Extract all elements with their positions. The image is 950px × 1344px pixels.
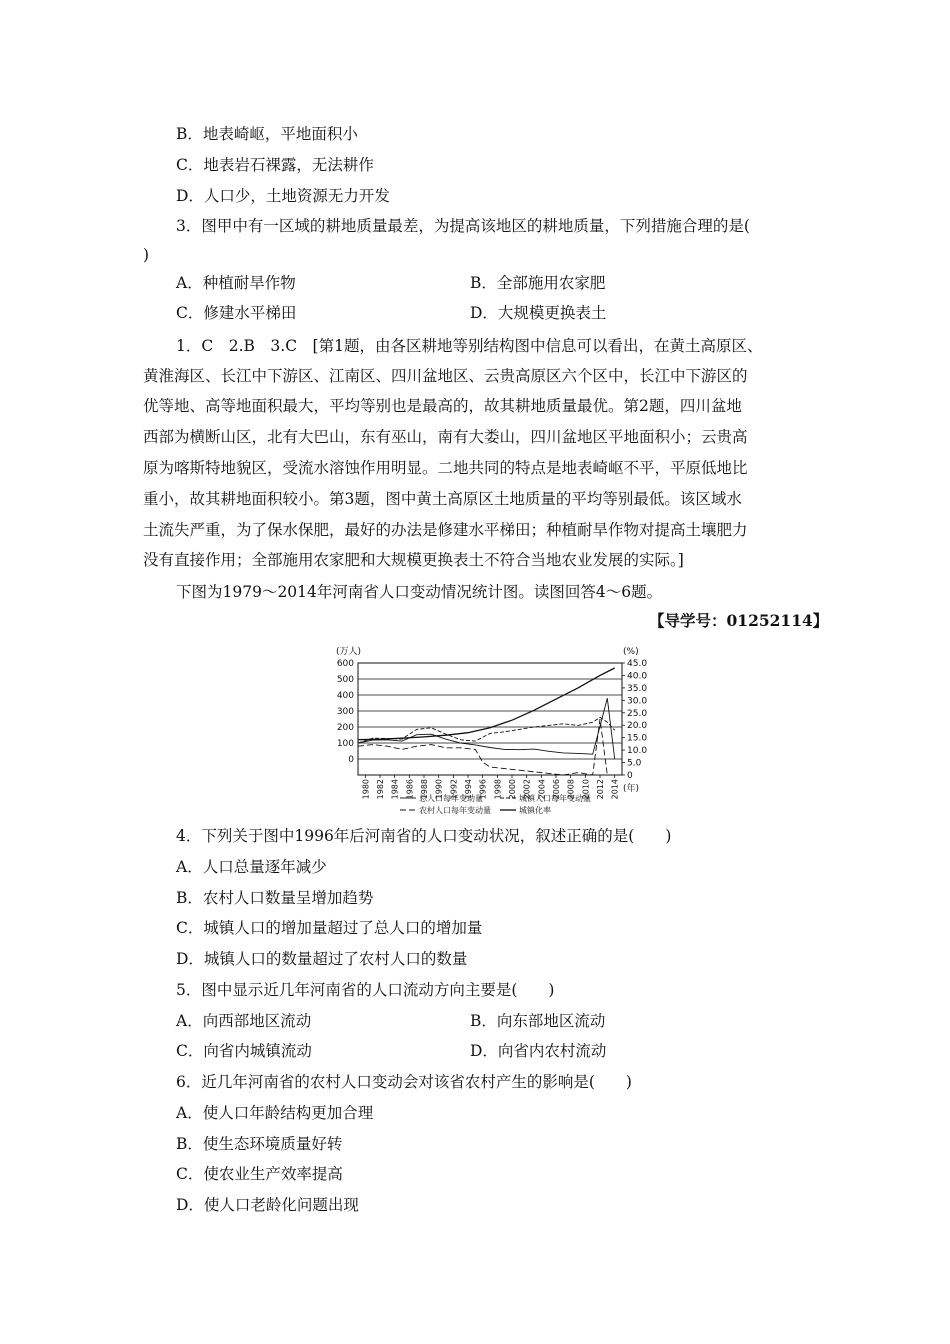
q2-option-d: D．人口少，土地资源无力开发	[176, 187, 390, 205]
y-right-tick-label: 40.0	[627, 671, 648, 682]
q4-stem: 4．下列关于图中1996年后河南省的人口变动状况，叙述正确的是( )	[176, 827, 672, 845]
y-left-tick-label: 400	[336, 691, 354, 701]
y-left-unit: (万人)	[336, 647, 362, 657]
legend-label: 农村人口每年变动量	[419, 806, 491, 815]
x-unit: (年)	[623, 784, 640, 794]
x-tick-label: 1984	[390, 779, 400, 800]
q5-stem: 5．图中显示近几年河南省的人口流动方向主要是( )	[176, 981, 555, 999]
y-right-tick-label: 35.0	[627, 683, 648, 694]
q4-option-c: C．城镇人口的增加量超过了总人口的增加量	[176, 919, 483, 937]
q6-stem: 6．近几年河南省的农村人口变动会对该省农村产生的影响是( )	[176, 1073, 632, 1091]
y-right-tick-label: 10.0	[627, 746, 648, 757]
q3-option-b: B．全部施用农家肥	[470, 274, 606, 292]
guide-number: 【导学号：01252114】	[649, 611, 829, 630]
intro-text: 下图为1979～2014年河南省人口变动情况统计图。读图回答4～6题。	[176, 583, 663, 601]
x-tick-label: 2004	[537, 779, 547, 800]
y-right-tick-label: 25.0	[627, 708, 648, 719]
plot-frame	[358, 663, 622, 775]
series-line	[358, 717, 615, 743]
q2-option-c: C．地表岩石裸露，无法耕作	[176, 156, 374, 174]
y-right-tick-label: 20.0	[627, 721, 648, 732]
q2-option-b: B．地表崎岖，平地面积小	[176, 125, 358, 143]
x-tick-label: 2006	[552, 779, 561, 800]
q3-stem-end: )	[143, 246, 150, 264]
y-right-tick-label: 0	[627, 771, 633, 781]
q3-option-c: C．修建水平梯田	[176, 304, 297, 322]
y-left-tick-label: 500	[336, 675, 354, 685]
answer-line: 原为喀斯特地貌区，受流水溶蚀作用明显。二地共同的特点是地表崎岖不平，平原低地比	[143, 459, 748, 477]
population-change-chart	[330, 643, 660, 823]
q5-option-c: C．向省内城镇流动	[176, 1042, 312, 1060]
y-left-tick-label: 200	[336, 723, 354, 733]
x-tick-label: 1996	[478, 779, 488, 800]
x-tick-label: 1994	[464, 779, 473, 800]
y-right-tick-label: 30.0	[627, 696, 648, 707]
q6-option-a: A．使人口年龄结构更加合理	[176, 1104, 374, 1122]
x-tick-label: 2012	[596, 779, 605, 800]
x-tick-label: 1980	[361, 779, 371, 800]
x-tick-label: 2008	[566, 779, 576, 800]
q3-option-d: D．大规模更换表土	[470, 304, 607, 322]
x-tick-label: 2000	[508, 779, 517, 800]
q4-option-a: A．人口总量逐年减少	[176, 858, 327, 876]
legend-label: 城镇化率	[519, 806, 551, 815]
answer-line: 土流失严重，为了保水保肥，最好的办法是修建水平梯田；种植耐旱作物对提高土壤肥力	[143, 521, 748, 539]
y-left-tick-label: 100	[336, 739, 354, 749]
answer-line: 西部为横断山区，北有大巴山，东有巫山，南有大娄山，四川盆地区平地面积小；云贵高	[143, 428, 748, 446]
y-left-tick-label: 0	[348, 755, 354, 765]
q5-option-a: A．向西部地区流动	[176, 1012, 312, 1030]
answer-line: 优等地、高等地面积最大，平均等别也是最高的，故其耕地质量最优。第2题，四川盆地	[143, 397, 742, 415]
q5-option-d: D．向省内农村流动	[470, 1042, 607, 1060]
q4-option-d: D．城镇人口的数量超过了农村人口的数量	[176, 950, 468, 968]
y-right-tick-label: 5.0	[627, 758, 642, 769]
q6-option-c: C．使农业生产效率提高	[176, 1165, 343, 1183]
x-tick-label: 1988	[420, 779, 429, 800]
x-tick-label: 1990	[434, 779, 444, 800]
q6-option-d: D．使人口老龄化问题出现	[176, 1196, 359, 1214]
answer-line: 重小，故其耕地面积较小。第3题，图中黄土高原区土地质量的平均等别最低。该区域水	[143, 490, 742, 508]
x-tick-label: 1986	[405, 779, 415, 800]
answer-line: 黄淮海区、长江中下游区、江南区、四川盆地区、云贵高原区六个区中，长江中下游区的	[143, 367, 748, 385]
y-left-tick-label: 300	[336, 707, 354, 717]
legend-label: 总人口每年变动量	[419, 794, 483, 803]
q3-stem: 3．图甲中有一区域的耕地质量最差，为提高该地区的耕地质量，下列措施合理的是(	[176, 217, 750, 235]
answer-line: 没有直接作用；全部施用农家肥和大规模更换表土不符合当地农业发展的实际。]	[143, 551, 684, 569]
y-right-tick-label: 45.0	[627, 659, 648, 669]
x-tick-label: 1998	[493, 779, 503, 800]
q3-option-a: A．种植耐旱作物	[176, 274, 296, 292]
q5-option-b: B．向东部地区流动	[470, 1012, 606, 1030]
y-right-unit: (%)	[623, 647, 639, 657]
q6-option-b: B．使生态环境质量好转	[176, 1135, 343, 1153]
x-tick-label: 1992	[449, 779, 459, 800]
x-tick-label: 2002	[522, 779, 532, 800]
q4-option-b: B．农村人口数量呈增加趋势	[176, 889, 374, 907]
x-tick-label: 1982	[376, 779, 385, 800]
y-right-tick-label: 15.0	[627, 733, 648, 744]
answer-line: 1．C 2.B 3.C [第1题，由各区耕地等别结构图中信息可以看出，在黄土高原区、	[176, 337, 763, 355]
legend-label: 城镇人口每年变动量	[519, 794, 591, 803]
x-tick-label: 2014	[610, 779, 620, 800]
y-left-tick-label: 600	[336, 659, 354, 669]
x-tick-label: 2010	[581, 779, 591, 800]
